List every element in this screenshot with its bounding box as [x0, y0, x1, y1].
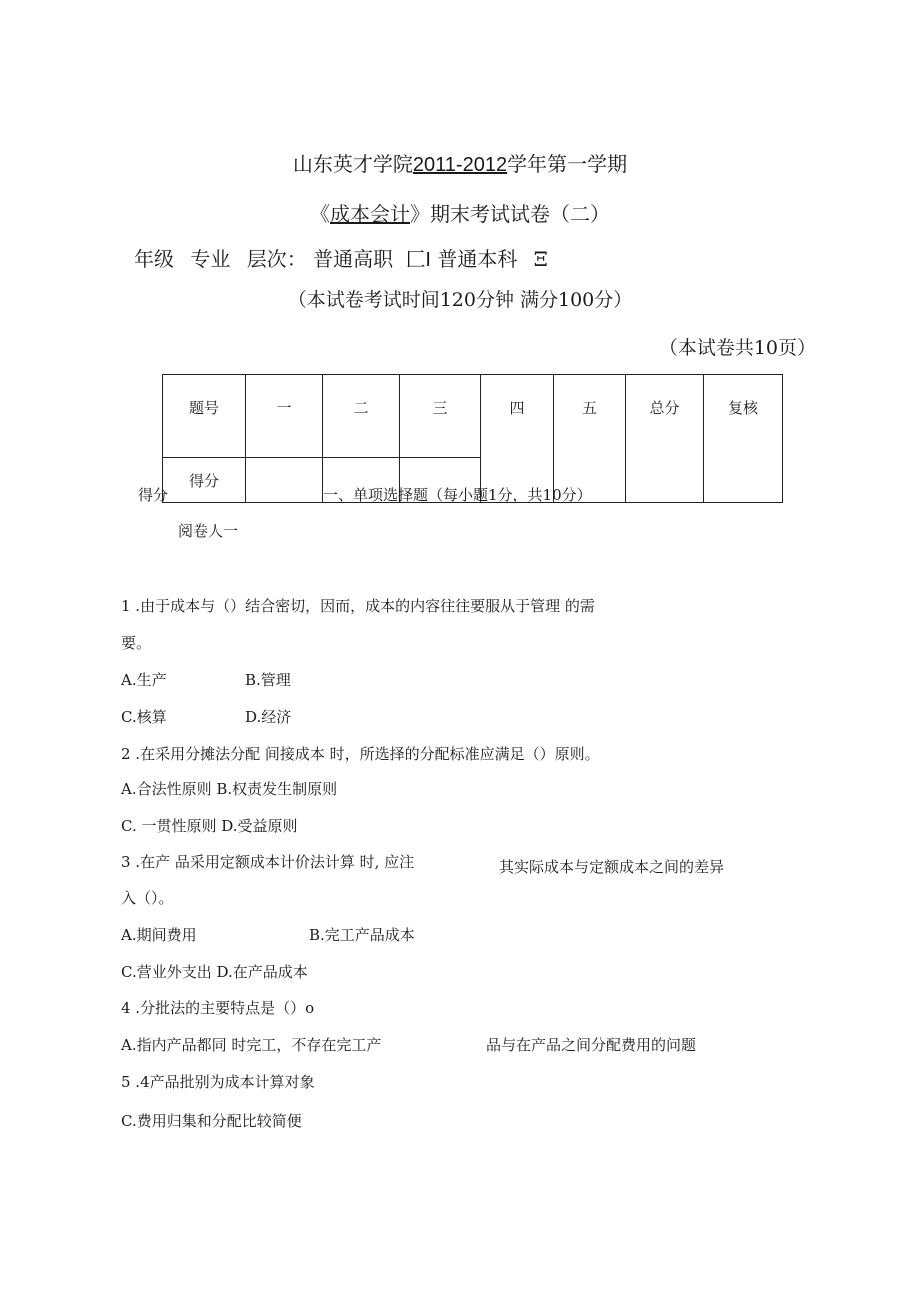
question-3-line-1b: 其实际成本与定额成本之间的差异 [499, 858, 725, 876]
question-1-option-a: A.生产 [121, 671, 167, 689]
question-2-options-cd: C. 一贯性原则 D.受益原则 [121, 817, 298, 835]
score-table-col-3: 三 [400, 375, 481, 458]
score-cell-1[interactable] [246, 458, 323, 503]
reviewer-label: 阅卷人一 [178, 522, 239, 540]
level-checkbox-undergraduate[interactable]: Ξ [533, 247, 548, 271]
question-5-option-c: C.费用归集和分配比较简便 [121, 1112, 302, 1130]
subtitle-rest: 》期末考试试卷（二） [410, 202, 610, 226]
question-4-option-a-part2: 品与在产品之间分配费用的问题 [486, 1036, 697, 1054]
question-3-line-1a: 3 .在产 品采用定额成本计价法计算 时, 应注 [121, 853, 415, 871]
score-table-score-label: 得分 [163, 458, 246, 503]
question-1-option-c: C.核算 [121, 708, 167, 726]
score-table-col-1: 一 [246, 375, 323, 458]
major-label: 专业 [190, 247, 231, 271]
question-1-line-2: 要。 [121, 634, 152, 652]
exam-time-info: （本试卷考试时间120分钟 满分100分） [287, 289, 633, 311]
school-name: 山东英才学院 [292, 152, 413, 176]
section-score-label: 得分 [138, 486, 169, 504]
score-table-col-5: 五 [554, 375, 626, 503]
level-option-undergraduate: 普通本科 [437, 247, 518, 271]
question-3-option-a: A.期间费用 [121, 926, 197, 944]
page-count-info: （本试卷共10页） [658, 337, 816, 359]
question-4-option-a-part1: A.指内产品都同 时完工，不存在完工产 [121, 1036, 382, 1054]
score-table-col-total: 总分 [626, 375, 704, 503]
score-table-header-label: 题号 [163, 375, 246, 458]
level-option-vocational: 普通高职 [313, 247, 394, 271]
score-table-col-review: 复核 [704, 375, 783, 503]
score-table-col-2: 二 [323, 375, 400, 458]
exam-title [0, 148, 920, 177]
subtitle-open-bracket: 《 [310, 202, 330, 226]
question-1-option-d: D.经济 [245, 708, 292, 726]
level-checkbox-vocational[interactable]: 匚I [405, 249, 431, 271]
question-2-line: 2 .在采用分摊法分配 间接成本 时，所选择的分配标准应满足（）原则。 [121, 745, 600, 763]
question-3-option-b: B.完工产品成本 [309, 926, 415, 944]
question-2-options-ab: A.合法性原则 B.权责发生制原则 [121, 780, 338, 798]
semester: 学年第一学期 [507, 152, 628, 176]
question-3-options-cd: C.营业外支出 D.在产品成本 [121, 963, 308, 981]
question-1-option-b: B.管理 [245, 671, 291, 689]
score-table-col-4: 四 [481, 375, 554, 503]
course-name: 成本会计 [330, 202, 410, 226]
level-label: 层次： [246, 247, 307, 271]
question-3-line-2: 入（）。 [121, 889, 174, 907]
question-1-line-1: 1 .由于成本与（）结合密切，因而，成本的内容往往要服从于管理 的需 [121, 597, 595, 615]
academic-year: 2011-2012 [412, 154, 508, 176]
exam-subtitle [0, 198, 920, 227]
level-line [134, 243, 558, 272]
grade-label: 年级 [134, 247, 174, 271]
question-4-line: 4 .分批法的主要特点是（）o [121, 999, 315, 1017]
section-title: 一、单项选择题（每小题1分，共10分） [323, 486, 592, 504]
question-5-line: 5 .4产品批别为成本计算对象 [121, 1073, 315, 1091]
